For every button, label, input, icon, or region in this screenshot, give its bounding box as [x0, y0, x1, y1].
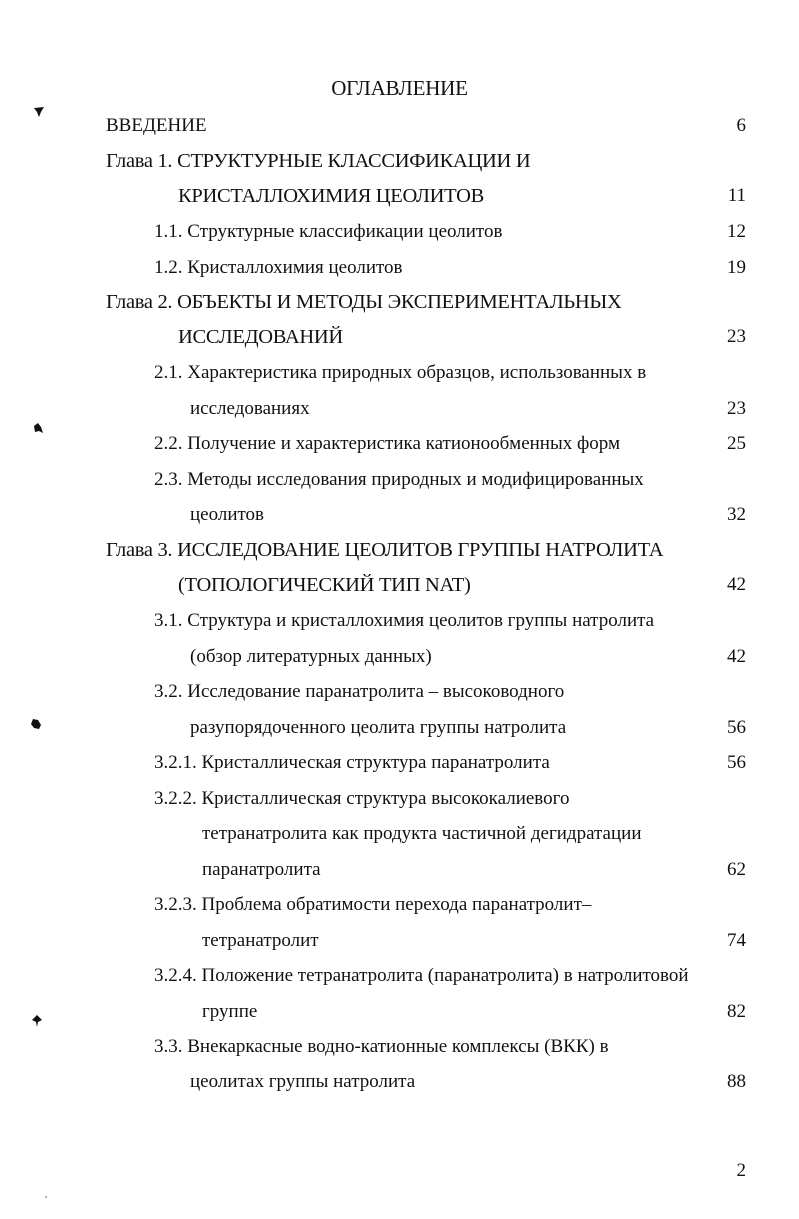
toc-entry-text: 2.3. Методы исследования природных и модифицированных	[154, 469, 644, 490]
toc-entry-page: 6	[736, 115, 746, 136]
toc-entry-text: 2.1. Характеристика природных образцов, использованных в	[154, 362, 647, 383]
toc-heading: ОГЛАВЛЕНИЕ	[331, 76, 468, 100]
toc-entry-text: цеолитах группы натролита	[190, 1071, 416, 1092]
toc-entry-page: 62	[727, 859, 746, 880]
toc-entry-text: исследованиях	[190, 398, 310, 419]
toc-entry-text: тетранатролит	[202, 930, 319, 951]
toc-entry-text: 3.3. Внекаркасные водно-катионные комплексы (ВКК) в	[154, 1036, 609, 1057]
toc-entry-text: 1.1. Структурные классификации цеолитов	[154, 221, 503, 242]
toc-entry-text: Глава 1. СТРУКТУРНЫЕ КЛАССИФИКАЦИИ И	[106, 150, 531, 172]
toc-entry-page: 19	[727, 257, 746, 278]
scan-dot	[45, 1196, 47, 1198]
toc-entry-text: (обзор литературных данных)	[190, 646, 432, 667]
toc-entry-page: 42	[727, 646, 746, 667]
scan-mark-3	[30, 718, 42, 730]
toc-entry-page: 12	[727, 221, 746, 242]
toc-entry-page: 82	[727, 1001, 746, 1022]
toc-entry-text: разупорядоченного цеолита группы натролита	[190, 717, 567, 738]
toc-entry-text: ИССЛЕДОВАНИЙ	[178, 326, 343, 348]
toc-entry-text: 3.1. Структура и кристаллохимия цеолитов группы натролита	[154, 610, 655, 631]
toc-entry-text: 3.2.4. Положение тетранатролита (паранатролита) в натролитовой	[154, 965, 689, 986]
toc-entry-text: КРИСТАЛЛОХИМИЯ ЦЕОЛИТОВ	[178, 185, 484, 207]
toc-entry-text: Глава 3. ИССЛЕДОВАНИЕ ЦЕОЛИТОВ ГРУППЫ НАТРОЛИТА	[106, 539, 664, 561]
toc-entry-text: 2.2. Получение и характеристика катионообменных форм	[154, 433, 621, 454]
toc-entry-page: 32	[727, 504, 746, 525]
toc-entry-text: Глава 2. ОБЪЕКТЫ И МЕТОДЫ ЭКСПЕРИМЕНТАЛЬНЫХ	[106, 291, 622, 313]
toc-entry-text: тетранатролита как продукта частичной дегидратации	[202, 823, 642, 844]
scan-mark-1	[33, 106, 45, 118]
toc-entry-page: 56	[727, 717, 746, 738]
scan-mark-4	[31, 1015, 43, 1027]
toc-entry-page: 42	[727, 574, 746, 595]
toc-entry-text: паранатролита	[202, 859, 321, 880]
toc-entry-text: 3.2.1. Кристаллическая структура паранатролита	[154, 752, 550, 773]
toc-entry-text: (ТОПОЛОГИЧЕСКИЙ ТИП NAT)	[178, 574, 471, 596]
scan-mark-2	[32, 423, 44, 435]
page-number: 2	[736, 1160, 746, 1181]
toc-entry-text: 3.2.3. Проблема обратимости перехода паранатролит–	[154, 894, 592, 915]
toc-entry-page: 88	[727, 1071, 746, 1092]
toc-entry-page: 56	[727, 752, 746, 773]
toc-entry-text: 3.2.2. Кристаллическая структура высококалиевого	[154, 788, 570, 809]
toc-entry-page: 23	[727, 398, 746, 419]
toc-entry-page: 25	[727, 433, 746, 454]
toc-entry-text: группе	[202, 1001, 258, 1022]
toc-entry-text: 3.2. Исследование паранатролита – высоководного	[154, 681, 565, 702]
toc-entry-text: цеолитов	[190, 504, 265, 525]
toc-entry-page: 74	[727, 930, 746, 951]
toc-entry-page: 11	[727, 185, 746, 206]
toc-entry-text: 1.2. Кристаллохимия цеолитов	[154, 257, 403, 278]
toc-entry-page: 23	[727, 326, 746, 347]
toc-entry-text: ВВЕДЕНИЕ	[106, 115, 207, 136]
